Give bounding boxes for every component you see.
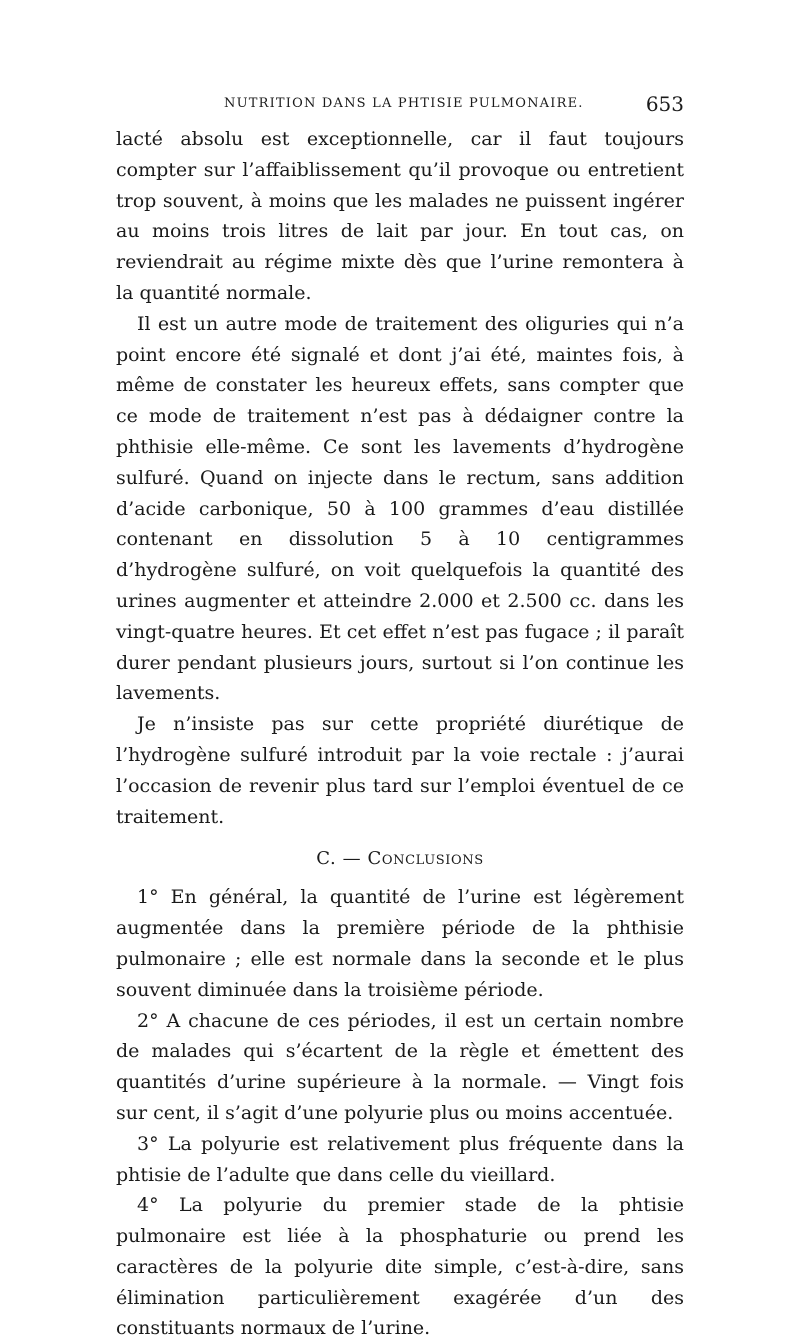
running-title: NUTRITION DANS LA PHTISIE PULMONAIRE. bbox=[224, 96, 584, 111]
paragraph: Il est un autre mode de traitement des oliguries qui n’a point encore été signalé et dont j’ai été, maintes fois, à même de constater les heureux effets, sans compter que ce mode de traitement n’est pas à dédaigner contre la phthisie elle-même. Ce sont les lavements d’hydrogène sulfuré. Quand on injecte dans le rectum, sans addition d’acide carbonique, 50 à 100 grammes d’eau distillée contenant en dissolution 5 à 10 centigrammes d’hydrogène sulfuré, on voit quelquefois la quantité des urines augmenter et atteindre 2.000 et 2.500 cc. dans les vingt-quatre heures. Et cet effet n’est pas fugace ; il paraît durer pendant plusieurs jours, surtout si l’on continue les lavements. bbox=[116, 312, 684, 705]
body-text bbox=[116, 124, 684, 1344]
conclusion-item: 4° La polyurie du premier stade de la phtisie pulmonaire est liée à la phosphaturie ou prend les caractères de la polyurie dite simple, c’est-à-dire, sans élimination particulièrement exagérée d’un des constituants normaux de l’urine. bbox=[116, 1194, 684, 1340]
paragraph: lacté absolu est exceptionnelle, car il faut toujours compter sur l’affaiblissement qu’il provoque ou entretient trop souvent, à moins que les malades ne puissent ingérer au moins trois litres de lait par jour. En tout cas, on reviendrait au régime mixte dès que l’urine remontera à la quantité normale. bbox=[116, 128, 684, 304]
page-number: 653 bbox=[645, 92, 684, 116]
running-head bbox=[116, 92, 684, 118]
conclusion-item: 1° En général, la quantité de l’urine est légèrement augmentée dans la première période de la phthisie pulmonaire ; elle est normale dans la seconde et le plus souvent diminuée dans la troisième période. bbox=[116, 886, 684, 1001]
conclusion-item: 3° La polyurie est relativement plus fréquente dans la phtisie de l’adulte que dans celle du vieillard. bbox=[116, 1132, 684, 1186]
section-heading: C. — Conclusions bbox=[316, 848, 484, 870]
conclusion-item: 2° A chacune de ces périodes, il est un certain nombre de malades qui s’écartent de la règle et émettent des quantités d’urine supérieure à la normale. — Vingt fois sur cent, il s’agit d’une polyurie plus ou moins accentuée. bbox=[116, 1009, 684, 1124]
paragraph: Je n’insiste pas sur cette propriété diurétique de l’hydrogène sulfuré introduit par la voie rectale : j’aurai l’occasion de revenir plus tard sur l’emploi éventuel de ce traitement. bbox=[116, 713, 684, 828]
